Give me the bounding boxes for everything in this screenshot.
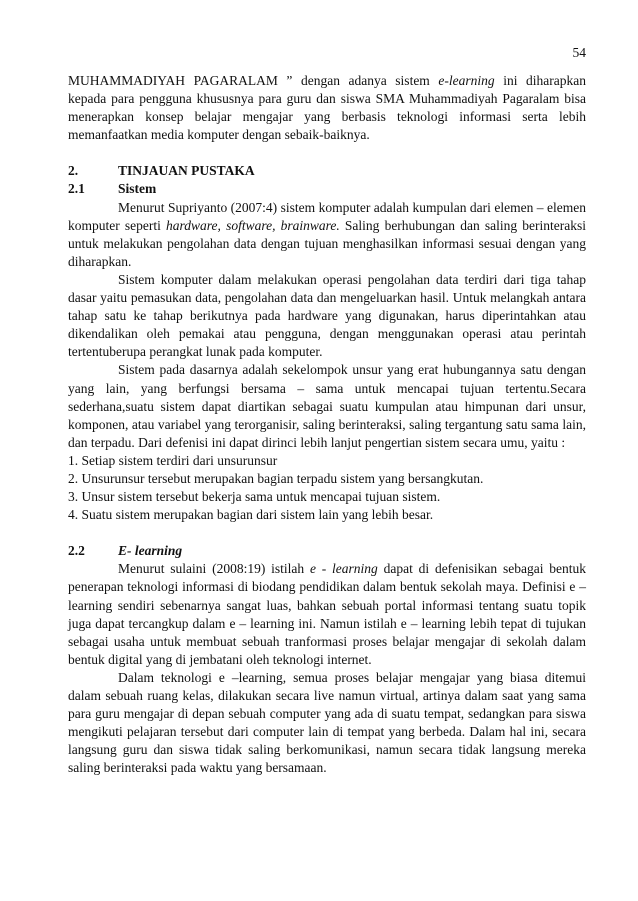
- section-2-2-number: 2.2: [68, 543, 85, 559]
- section-2-2-title: E- learning: [118, 543, 183, 559]
- sistem-list: [68, 452, 586, 524]
- section-2-1-title: Sistem: [118, 181, 157, 197]
- elearning-p1-text-1: Menurut sulaini (2008:19) istilah: [118, 561, 310, 577]
- sistem-p1-text-1: Menurut Supriyanto (2007:4) sistem komputer adalah kumpulan dari elemen – elemen komputer seperti: [68, 199, 586, 233]
- intro-emphasis: e-learning: [438, 73, 495, 88]
- page-number: 54: [572, 45, 586, 60]
- section-2-1-heading: [68, 180, 586, 198]
- intro-paragraph: [68, 72, 586, 144]
- section-2-1-number: 2.1: [68, 181, 85, 197]
- intro-text-2: ini diharapkan kepada para pengguna khususnya para guru dan siswa SMA Muhammadiyah Pagaralam bisa menerapkan konsep belajar mengajar yang berbasis teknologi informasi serta lebih memanfaatkan media komputer dengan sebaik-baiknya.: [68, 73, 586, 143]
- sistem-p1-emphasis: hardware, software, brainware.: [166, 217, 340, 233]
- elearning-p1-text-2: dapat di defenisikan sebagai bentuk penerapan teknologi informasi di biodang pendidikan dalam bentuk sekolah maya. Definisi e – learning sendiri sebenarnya sangat luas, bahkan sebuah portal informasi tentang suatu topik juga dapat tercangkup dalam e – learning ini. Namun istilah e – learning lebih tepat di tujukan sebagai usaha untuk membuat sebuah tranformasi proses belajar mengajar di sekolah dalam bentuk digital yang di jembatani oleh teknologi internet.: [68, 561, 586, 667]
- section-2-title: TINJAUAN PUSTAKA: [118, 163, 255, 179]
- section-2-2-heading: [68, 542, 586, 560]
- list-item: 2. Unsurunsur tersebut merupakan bagian terpadu sistem yang bersangkutan.: [68, 470, 484, 486]
- list-item: 1. Setiap sistem terdiri dari unsurunsur: [68, 452, 278, 468]
- sistem-paragraph-3: Sistem pada dasarnya adalah sekelompok unsur yang erat hubungannya satu dengan yang lain, yang berfungsi bersama – sama untuk mencapai tujuan tertentu.Secara sederhana,suatu sistem dapat diartikan sebagai suatu kumpulan atau himpunan dari unsur, komponen, atau variabel yang terorganisir, saling berinteraksi, saling tergantung satu sama lain, dan terpadu. Dari defenisi ini dapat dirinci lebih lanjut pengertian sistem secara umu, yaitu :: [68, 362, 586, 450]
- list-item: 3. Unsur sistem tersebut bekerja sama untuk mencapai tujuan sistem.: [68, 489, 441, 505]
- list-item: 4. Suatu sistem merupakan bagian dari sistem lain yang lebih besar.: [68, 507, 434, 523]
- page-content: [68, 72, 586, 777]
- elearning-paragraph-2: Dalam teknologi e –learning, semua proses belajar mengajar yang biasa ditemui dalam sebuah ruang kelas, dilakukan secara live namun virtual, artinya dalam saat yang sama para guru mengajar di depan sebuah computer yang ada di suatu tempat, sedangkan para siswa mengikuti pelajaran tersebut dari computer lain di tempat yang berbeda. Dalam hal ini, secara langsung guru dan siswa tidak saling berkomunikasi, namun secara tidak langsung mereka saling berinteraksi pada waktu yang bersamaan.: [68, 669, 586, 776]
- sistem-paragraph-1: [68, 199, 586, 271]
- section-2-heading: [68, 162, 586, 180]
- intro-text-1: MUHAMMADIYAH PAGARALAM ” dengan adanya sistem: [68, 73, 439, 88]
- sistem-p1-text-2: Saling berhubungan dan saling berinteraksi untuk melakukan pengolahan data dengan tujuan menghasilkan informasi sesuai dengan yang diharapkan.: [68, 217, 586, 269]
- section-2-number: 2.: [68, 163, 79, 179]
- elearning-paragraph-1: [68, 560, 586, 669]
- elearning-p1-emphasis: e - learning: [309, 561, 378, 577]
- sistem-paragraph-2: Sistem komputer dalam melakukan operasi pengolahan data terdiri dari tiga tahap dasar yaitu pemasukan data, pengolahan data dan mengeluarkan hasil. Untuk melangkah antara tahap satu ke tahap berikutnya pada hardware yang digunakan, harus diperintahkan atau dikendalikan oleh pemakai atau pengguna, dengan menggunakan operasi atau perintah tertentuberupa perangkat lunak pada komputer.: [68, 271, 586, 360]
